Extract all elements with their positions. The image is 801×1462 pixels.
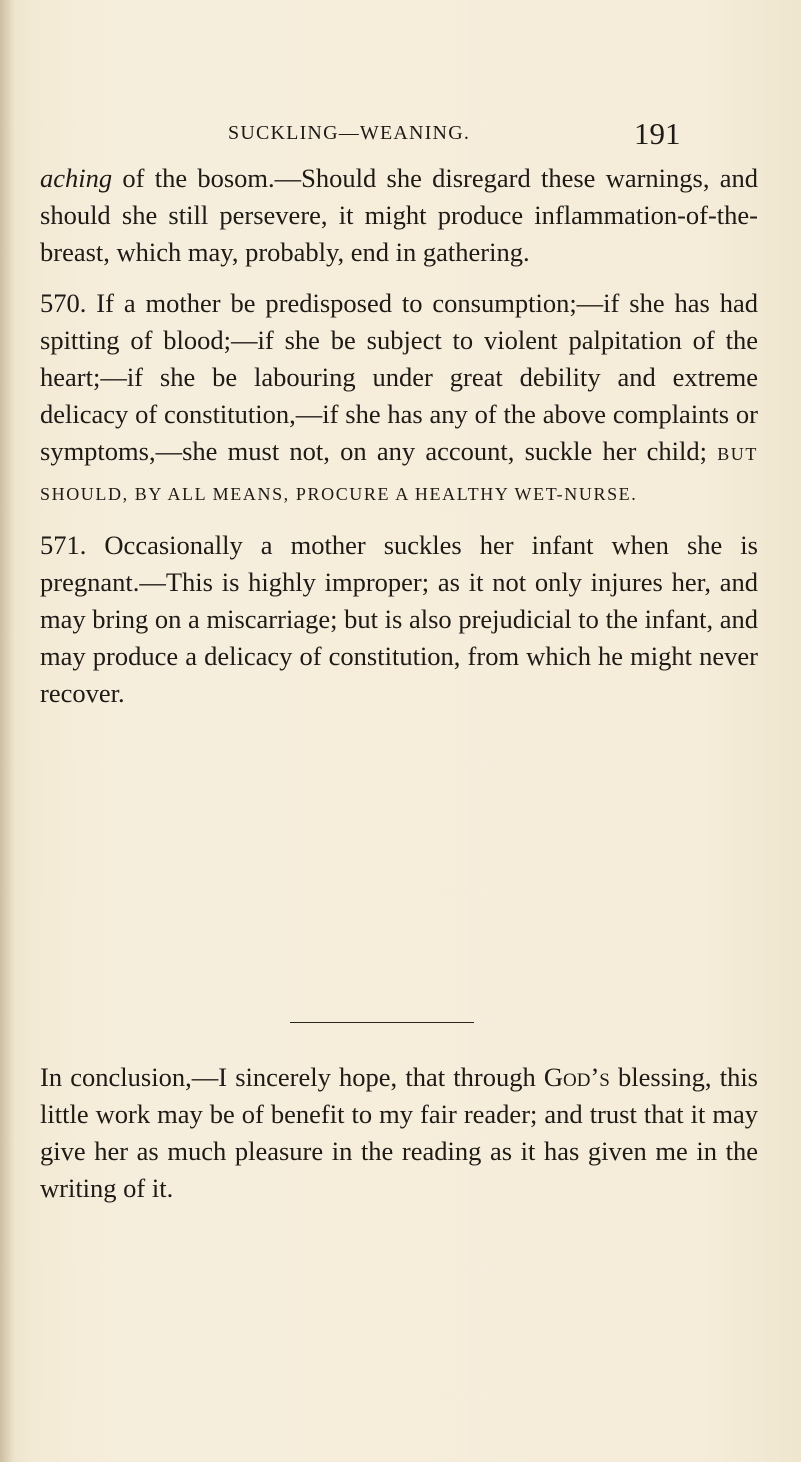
paragraph-text: 570. If a mother be predisposed to consumption;—if she has had spitting of blood;—if she be subject to violent palpitation of the heart;—if she be labouring under great debility and extreme delicacy of constitution,—if she has any of the above complaints or symptoms,—she must not, on any account, suckle her child; [40, 288, 758, 466]
paragraph-571 [40, 527, 758, 712]
paragraph-text: 571. Occasionally a mother suckles her infant when she is pregnant.—This is highly improper; as it not only injures her, and may bring on a miscarriage; but is also prejudicial to the infant, and may produce a delicacy of constitution, from which he might never recover. [40, 530, 758, 708]
gutter-shadow [0, 0, 14, 1462]
conclusion [40, 1059, 758, 1207]
italic-word: aching [40, 163, 113, 193]
conclusion-text-end: blessing, this little work may be of benefit to my fair reader; and trust that it may give her as much pleasure in the reading as it has given me in the writing of it. [40, 1062, 758, 1203]
conclusion-paragraph [40, 1059, 758, 1207]
paragraph-text: of the bosom.—Should she disregard these warnings, and should she still persevere, it might produce inflammation-of-the-breast, which may, probably, end in gathering. [40, 163, 758, 267]
small-caps-word: God’s [543, 1062, 610, 1092]
paragraph-gap [40, 271, 758, 285]
page-header [0, 116, 801, 152]
paragraph-continuation [40, 160, 758, 271]
emphasis-small-caps: BUT SHOULD, BY ALL MEANS, PROCURE A HEALTHY WET-NURSE. [40, 444, 758, 504]
conclusion-text-start: In conclusion,—I sincerely hope, that through [40, 1062, 544, 1092]
running-head: SUCKLING—WEANING. [228, 122, 471, 144]
section-divider [290, 1022, 474, 1023]
paragraph-570 [40, 285, 758, 513]
main-text [40, 160, 758, 712]
paragraph-gap [40, 513, 758, 527]
page-number: 191 [634, 116, 681, 151]
